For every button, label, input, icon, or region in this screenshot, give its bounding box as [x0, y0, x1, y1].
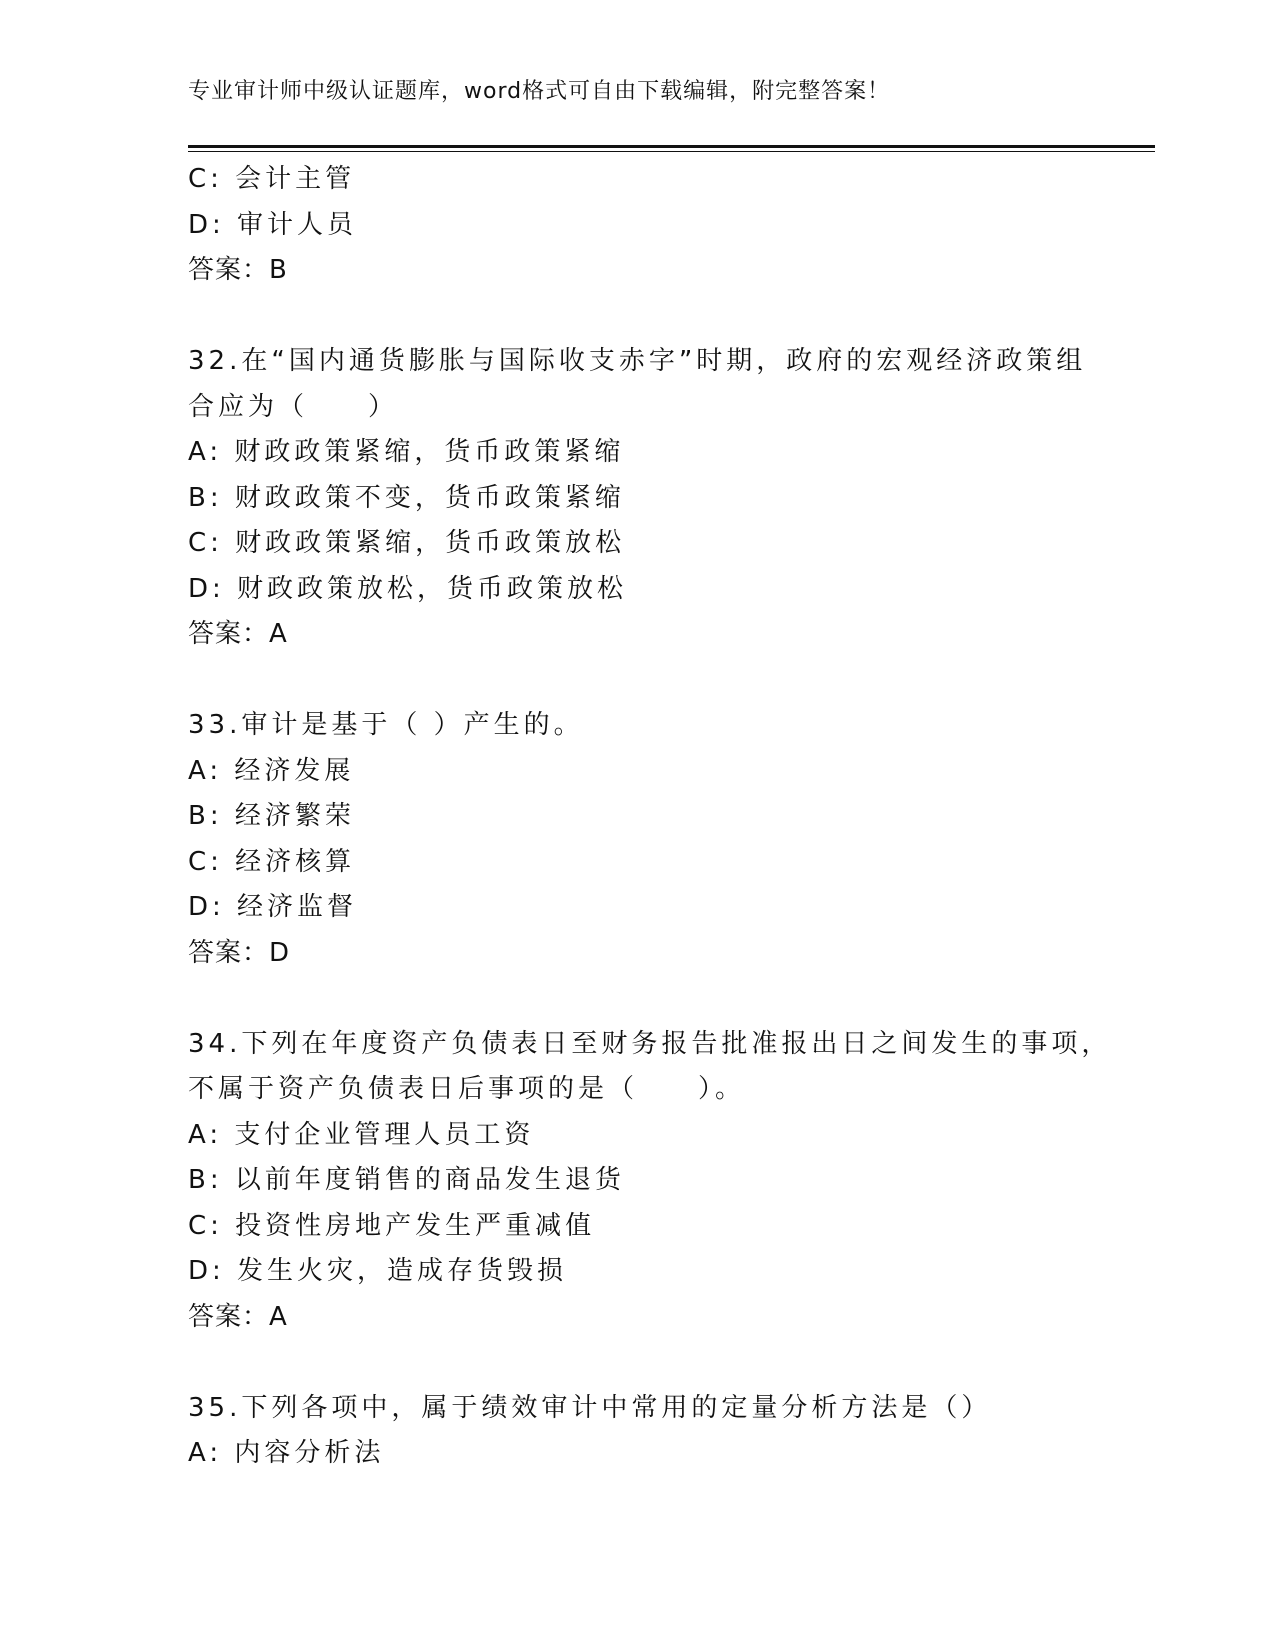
question-text: 32.在“国内通货膨胀与国际收支赤字”时期，政府的宏观经济政策组: [188, 346, 1087, 376]
option-a: A: 内容分析法: [188, 1438, 385, 1468]
answer: 答案：A: [188, 1301, 288, 1332]
question-text: 不属于资产负债表日后事项的是（ ）。: [188, 1074, 746, 1104]
option-c: C: 会计主管: [188, 164, 356, 194]
question-text: 35.下列各项中，属于绩效审计中常用的定量分析方法是（）: [188, 1392, 992, 1423]
spacer: [188, 658, 1088, 704]
option-d: D: 发生火灾，造成存货毁损: [188, 1256, 568, 1286]
option-d: D: 审计人员: [188, 209, 358, 240]
page-header: 专业审计师中级认证题库，word格式可自由下载编辑，附完整答案！: [188, 79, 891, 104]
option-a: A: 财政政策紧缩，货币政策紧缩: [188, 437, 625, 467]
option-d: D: 经济监督: [188, 892, 358, 922]
spacer: [188, 294, 1088, 340]
answer: 答案：D: [188, 937, 291, 968]
option-c: C: 经济核算: [188, 846, 356, 877]
question-text: 34.下列在年度资产负债表日至财务报告批准报出日之间发生的事项，: [188, 1028, 1112, 1059]
spacer: [188, 976, 1088, 1022]
spacer: [188, 1340, 1088, 1386]
header-divider-thick: [188, 145, 1155, 148]
question-text: 33.审计是基于（ ）产生的。: [188, 710, 584, 740]
option-c: C: 财政政策紧缩，货币政策放松: [188, 528, 626, 558]
answer: 答案：A: [188, 619, 288, 649]
option-b: B: 以前年度销售的商品发生退货: [188, 1165, 625, 1195]
option-b: B: 经济繁荣: [188, 801, 355, 831]
question-content: [188, 157, 1112, 1477]
option-a: A: 经济发展: [188, 755, 355, 786]
question-text: 合应为（ ）: [188, 391, 399, 422]
option-d: D: 财政政策放松，货币政策放松: [188, 573, 628, 604]
option-c: C: 投资性房地产发生严重减值: [188, 1210, 596, 1241]
option-b: B: 财政政策不变，货币政策紧缩: [188, 482, 625, 513]
option-a: A: 支付企业管理人员工资: [188, 1119, 535, 1150]
header-divider-thin: [188, 151, 1155, 152]
answer: 答案：B: [188, 255, 288, 285]
